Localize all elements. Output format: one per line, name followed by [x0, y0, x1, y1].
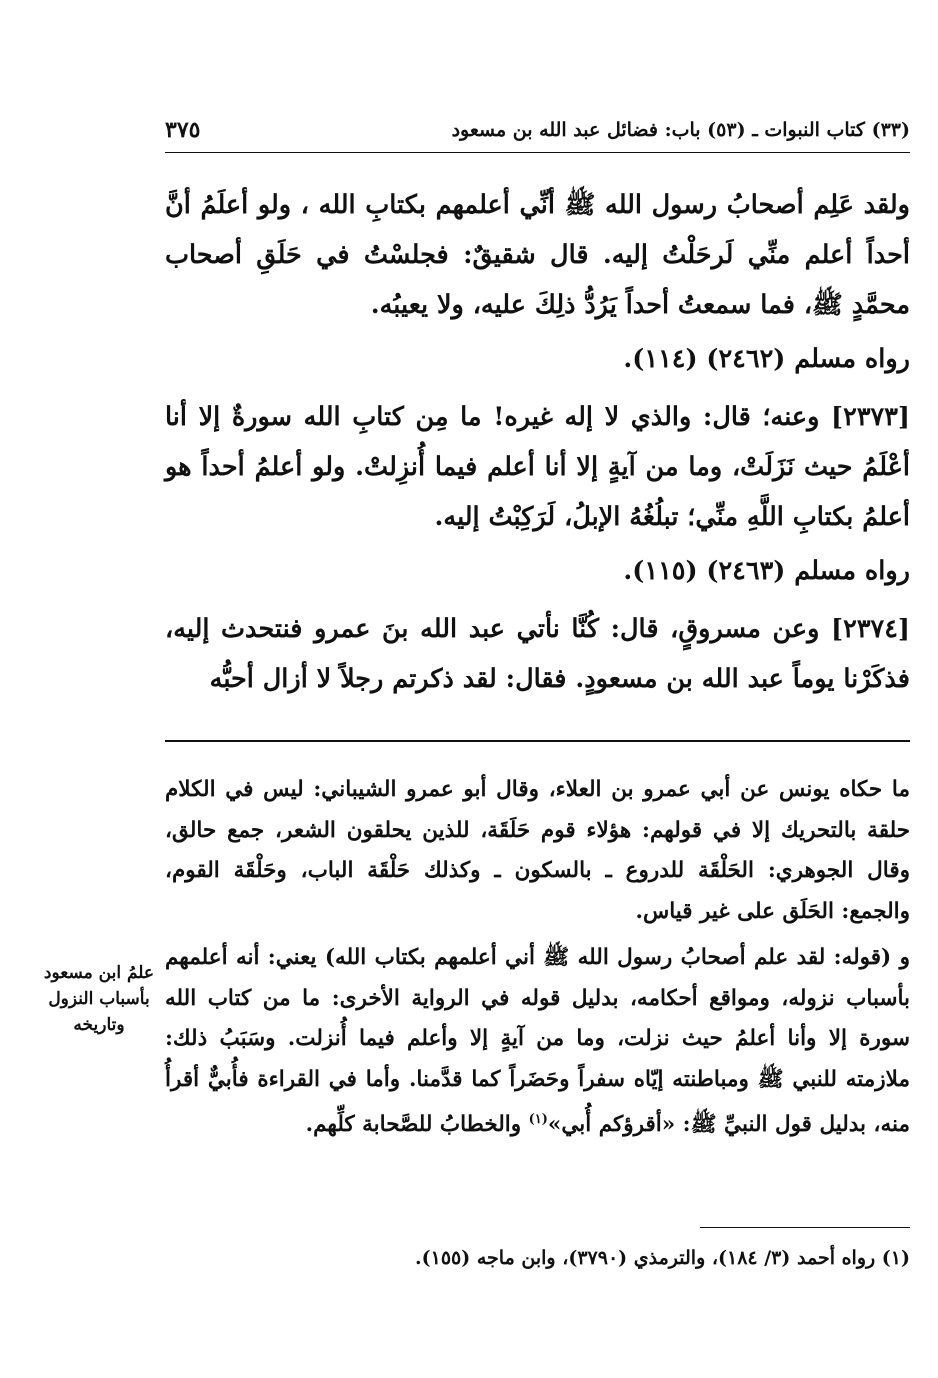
page-header: [165, 112, 910, 148]
running-title: (٣٣) كتاب النبوات ـ (٥٣) باب: فضائل عبد الله بن مسعود: [451, 119, 910, 141]
main-text: [165, 180, 910, 704]
section-divider: [165, 740, 910, 742]
commentary-paragraph: ما حكاه يونس عن أبي عمرو بن العلاء، وقال أبو عمرو الشيباني: ليس في الكلام حلقة بالتحريك إلا في قولهم: هؤلاء قوم حَلَقَة، للذين يحلقون الشعر، جمع حالق، وقال الجوهري: الحَلْقَة للدروع ـ بالسكون ـ وكذلك حَلْقَة الباب، وحَلْقَة القوم، والجمع: الحَلَق على غير قياس.: [165, 777, 910, 924]
commentary-paragraph: [165, 938, 910, 1146]
footnote-rule: [700, 1227, 910, 1228]
commentary-text: و (قوله: لقد علم أصحابُ رسول الله ﷺ أني أعلمهم بكتاب الله) يعني: أنه أعلمهم بأسباب نزوله، ومواقع أحكامه، بدليل قوله في الرواية الأخرى: ما من كتاب الله سورة إلا وأنا أعلمُ حيث نزلت، وما من آيةٍ إلا وأعلم فيما أُنزلت. وسَبَبُ ذلك: ملازمته للنبي ﷺ ومباطنته إيّاه سفراً وحَضَراً كما قدَّمنا. وأما في القراءة فأُبيٌّ أقرأُ منه، بدليل قول النبيِّ ﷺ: «أقرؤكم أُبي»: [165, 945, 910, 1138]
margin-note: علمُ ابن مسعود بأسباب النزول وتاريخه: [43, 963, 155, 1035]
main-paragraph: ولقد عَلِم أصحابُ رسول الله ﷺ أنِّي أعلمهم بكتابِ الله ، ولو أعلَمُ أنَّ أحداً أعلم منِّي لَرحَلْتُ إليه. قال شقيقٌ: فجلسْتُ في حَلَقِ أصحاب محمَّدٍ ﷺ، فما سمعتُ أحداً يَرُدُّ ذلِكَ عليه، ولا يعيبُه.: [165, 190, 910, 320]
commentary: [165, 770, 910, 1146]
footnote-reference[interactable]: (١): [528, 1112, 548, 1127]
citation: رواه مسلم (٢٤٦٣) (١١٥).: [623, 556, 910, 586]
hadith-2373: [٢٣٧٣] وعنه؛ قال: والذي لا إله غيره! ما مِن كتابِ الله سورةٌ إلا أنا أعْلَمُ حيث نَزَلَتْ، وما من آيةٍ إلا أنا أعلم فيما أُنزِلتْ. ولو أعلمُ أحداً هو أعلمُ بكتابِ اللَّهِ منِّي؛ تبلُغُهُ الإبلُ، لَرَكِبْتُ إليه.: [165, 402, 910, 532]
page-number: ٣٧٥: [165, 117, 201, 143]
commentary-text: والخطابُ للصَّحابة كلِّهم.: [305, 1112, 529, 1138]
header-rule: [165, 152, 910, 153]
hadith-2374: [٢٣٧٤] وعن مسروقٍ، قال: كُنَّا نأتي عبد الله بنَ عمرو فنتحدث إليه، فذكَرْنا يوماً عبد الله بن مسعودٍ. فقال: لقد ذكرتم رجلاً لا أزال أحبُّه: [165, 614, 910, 694]
citation: رواه مسلم (٢٤٦٢) (١١٤).: [623, 344, 910, 374]
footnote: (١) رواه أحمد (٣/ ١٨٤)، والترمذي (٣٧٩٠)، وابن ماجه (١٥٥).: [415, 1247, 910, 1269]
